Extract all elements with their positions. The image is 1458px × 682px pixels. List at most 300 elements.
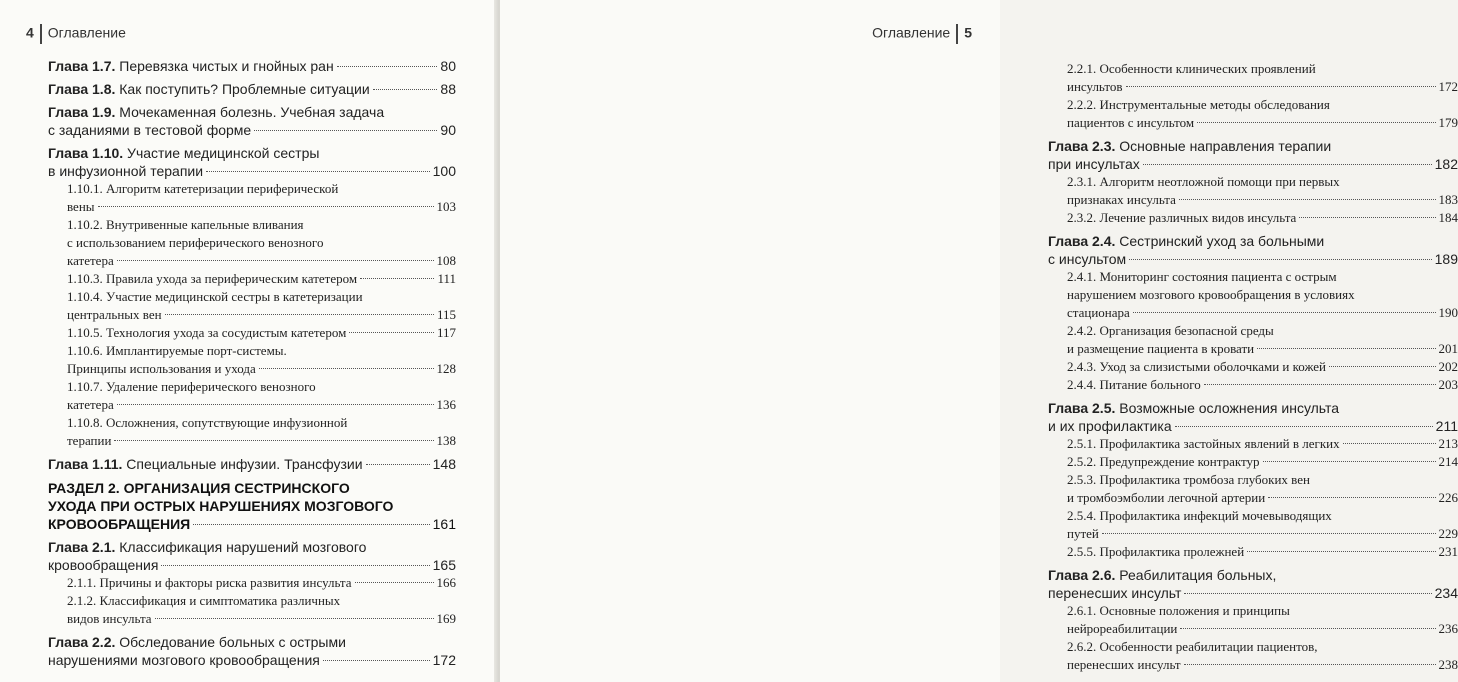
toc-entry-text [1048, 155, 1140, 173]
toc-entry-text [1067, 620, 1177, 638]
toc-entry-sub [1048, 435, 1458, 453]
toc-entry-text [1067, 602, 1290, 620]
toc-entry-text [48, 556, 158, 574]
toc-page-number: 226 [1438, 490, 1458, 505]
toc-entry-text [1067, 453, 1260, 471]
toc-title-text: 1.10.2. Внутривенные капельные вливания [67, 217, 304, 232]
toc-entry-line [1067, 209, 1458, 227]
toc-entry-text [48, 633, 346, 651]
toc-page-number: 161 [432, 516, 456, 532]
toc-entry-line [1048, 250, 1458, 268]
left-page [0, 0, 496, 682]
toc-title-text: 2.4.2. Организация безопасной среды [1067, 323, 1274, 338]
dot-leader [323, 660, 430, 661]
toc-entry-sub [1048, 453, 1458, 471]
toc-entry-text [48, 103, 384, 121]
toc-title-text: вены [67, 199, 95, 214]
toc-entry-sub [1048, 96, 1458, 132]
page-number: 4 [26, 24, 34, 41]
dot-leader [254, 130, 437, 131]
toc-entry-line [1067, 525, 1458, 543]
toc-entry-line [67, 306, 456, 324]
toc-title-text: РАЗДЕЛ 2. ОРГАНИЗАЦИЯ СЕСТРИНСКОГО [48, 480, 350, 496]
toc-page-number: 108 [436, 253, 456, 268]
toc-page-number: 115 [436, 307, 456, 322]
toc-page-number: 100 [432, 163, 456, 179]
toc-title-text: в инфузионной терапии [48, 163, 204, 179]
toc-entry-text [1048, 417, 1172, 435]
toc-entry-line [1067, 322, 1458, 340]
toc-entry-line [1067, 268, 1458, 286]
toc-entry-line [67, 198, 456, 216]
toc-entry-sub [1048, 173, 1458, 209]
toc-entry-text [1048, 566, 1276, 584]
toc-entry-text [1067, 191, 1176, 209]
toc-title-text: 1.10.1. Алгоритм катетеризации периферической [67, 181, 339, 196]
toc-title-text: 2.4.4. Питание больного [1067, 377, 1201, 392]
toc-entry-line [67, 324, 456, 342]
toc-title-text: перенесших инсульт [1067, 657, 1181, 672]
toc-entry-text [1067, 322, 1274, 340]
dot-leader [98, 206, 434, 207]
toc-entry-text [1067, 209, 1296, 227]
toc-title-text: признаках инсульта [1067, 192, 1176, 207]
toc-entry-sub [1048, 507, 1458, 543]
dot-leader [337, 66, 438, 67]
toc-title-text: 2.5.5. Профилактика пролежней [1067, 544, 1245, 559]
right-page [500, 0, 1458, 682]
toc-entry-text [48, 80, 370, 98]
toc-page-number: 111 [437, 271, 456, 286]
toc-entry-text [48, 57, 334, 75]
dot-leader [117, 404, 434, 405]
toc-entry-text [48, 144, 319, 162]
toc-entry-sub [1048, 602, 1458, 638]
toc-page-number: 211 [1435, 418, 1458, 434]
dot-leader [360, 278, 434, 279]
toc-entry-text [67, 396, 114, 414]
toc-title-text: 2.3.1. Алгоритм неотложной помощи при первых [1067, 174, 1340, 189]
toc-entry-text [67, 342, 287, 360]
toc-entry-text [67, 234, 323, 252]
toc-entry-line [1067, 602, 1458, 620]
toc-entry-text [1067, 114, 1194, 132]
dot-leader [1247, 551, 1435, 552]
toc-entry-sub [1048, 322, 1458, 358]
toc-title-text: Мочекаменная болезнь. Учебная задача [119, 104, 385, 120]
toc-entry-chapter [48, 633, 456, 669]
toc-page-number: 138 [436, 433, 456, 448]
toc-title-text: Обследование больных с острыми [119, 634, 346, 650]
toc-title-text: Перевязка чистых и гнойных ран [119, 58, 334, 74]
toc-entry-line [1067, 656, 1458, 674]
toc-entry-line [67, 432, 456, 450]
toc-entry-text [1067, 340, 1254, 358]
toc-page-number: 166 [436, 575, 456, 590]
toc-entry-line [67, 378, 456, 396]
toc-entry-text [48, 497, 393, 515]
toc-entry-line [48, 144, 456, 162]
toc-entry-text [1067, 656, 1181, 674]
toc-title-text: при инсультах [1048, 156, 1140, 172]
page-number: 5 [964, 24, 972, 41]
toc-entry-text [1067, 173, 1340, 191]
toc-title-text: терапии [67, 433, 112, 448]
toc-title-text: 2.6.2. Особенности реабилитации пациентов, [1067, 639, 1318, 654]
toc-entry-chapter [48, 538, 456, 574]
toc-entry-text [1067, 268, 1337, 286]
toc-title-text: 1.10.8. Осложнения, сопутствующие инфузионной [67, 415, 348, 430]
toc-entry-text [67, 414, 347, 432]
toc-entry-sub [48, 270, 456, 288]
toc-page-number: 80 [440, 58, 456, 74]
toc-entry-sub [48, 288, 456, 324]
toc-entry-sub [1048, 638, 1458, 674]
toc-entry-line [48, 57, 456, 75]
toc-page-number: 182 [1434, 156, 1458, 172]
toc-entry-line [1067, 114, 1458, 132]
dot-leader [155, 618, 434, 619]
toc-page-number: 190 [1438, 305, 1458, 320]
toc-entry-text [67, 270, 357, 288]
toc-page-number: 179 [1438, 115, 1458, 130]
toc-entry-sub [48, 574, 456, 592]
toc-entry-line [67, 414, 456, 432]
toc-title-text: 2.6.1. Основные положения и принципы [1067, 603, 1290, 618]
dot-leader [1263, 461, 1436, 462]
chapter-label: Глава 2.2. [48, 634, 116, 650]
toc-entry-line [1048, 232, 1458, 250]
toc-entry-line [1067, 471, 1458, 489]
toc-title-text: нарушениями мозгового кровообращения [48, 652, 320, 668]
toc-title-text: путей [1067, 526, 1099, 541]
toc-title-text: Реабилитация больных, [1119, 567, 1277, 583]
toc-entry-sub [48, 180, 456, 216]
toc-entry-text [1067, 376, 1201, 394]
dot-leader [355, 582, 434, 583]
toc-entry-line [48, 651, 456, 669]
chapter-label: Глава 2.5. [1048, 400, 1116, 416]
toc-entry-line [67, 252, 456, 270]
toc-entry-text [48, 515, 190, 533]
toc-entry-line [67, 592, 456, 610]
toc-entry-sub [1048, 268, 1458, 322]
toc-title-text: 2.4.1. Мониторинг состояния пациента с острым [1067, 269, 1337, 284]
toc-title-text: с заданиями в тестовой форме [48, 122, 252, 138]
toc-title-text: 1.10.3. Правила ухода за периферическим катетером [67, 271, 358, 286]
toc-title-text: и тромбоэмболии легочной артерии [1067, 490, 1266, 505]
toc-page-number: 103 [436, 199, 456, 214]
dot-leader [366, 464, 430, 465]
toc-entry-text [67, 216, 304, 234]
toc-title-text: 2.3.2. Лечение различных видов инсульта [1067, 210, 1297, 225]
dot-leader [1299, 217, 1435, 218]
dot-leader [1133, 312, 1436, 313]
chapter-label: Глава 1.11. [48, 456, 123, 472]
toc-entry-line [48, 103, 456, 121]
toc-entry-chapter [1048, 399, 1458, 435]
toc-entry-text [67, 288, 363, 306]
toc-entry-chapter [48, 455, 456, 473]
toc-entry-text [67, 574, 352, 592]
toc-entry-line [1067, 340, 1458, 358]
toc-entry-line [48, 162, 456, 180]
toc-entry-text [1048, 584, 1181, 602]
toc-entry-text [67, 324, 346, 342]
toc-entry-line [1067, 286, 1458, 304]
chapter-label: Глава 1.10. [48, 145, 124, 161]
toc-entry-sub [1048, 376, 1458, 394]
toc-entry-line [1067, 78, 1458, 96]
dot-leader [1257, 348, 1435, 349]
toc-entry-line [1048, 584, 1458, 602]
dot-leader [1180, 628, 1435, 629]
toc-entry-text [48, 121, 251, 139]
toc-page-number: 169 [436, 611, 456, 626]
toc-entry-sub [1048, 543, 1458, 561]
toc-title-text: Классификация нарушений мозгового [119, 539, 367, 555]
toc-page-number: 172 [432, 652, 456, 668]
toc-entry-line [48, 497, 456, 515]
toc-title-text: нейрореабилитации [1067, 621, 1178, 636]
toc-page-number: 88 [440, 81, 456, 97]
toc-title-text: с использованием периферического венозного [67, 235, 324, 250]
toc-title-text: 1.10.7. Удаление периферического венозного [67, 379, 316, 394]
dot-leader [1184, 664, 1436, 665]
toc-entry-chapter [1048, 232, 1458, 268]
toc-entry-line [67, 574, 456, 592]
dot-leader [1197, 122, 1435, 123]
toc-entry-text [67, 198, 95, 216]
dot-leader [1129, 259, 1431, 260]
toc-title-text: 2.5.4. Профилактика инфекций мочевыводящих [1067, 508, 1332, 523]
toc-entry-text [67, 592, 340, 610]
toc-entry-text [1048, 399, 1339, 417]
toc-entry-sub [48, 324, 456, 342]
toc-page-number: 203 [1438, 377, 1458, 392]
toc-entry-sub [48, 216, 456, 270]
dot-leader [349, 332, 434, 333]
toc-entry-text [67, 180, 338, 198]
toc-entry-line [1067, 543, 1458, 561]
toc-title-text: 2.1.2. Классификация и симптоматика различных [67, 593, 341, 608]
toc-entry-line [1067, 507, 1458, 525]
toc-page-number: 172 [1438, 79, 1458, 94]
toc-title-text: 2.2.2. Инструментальные методы обследования [1067, 97, 1330, 112]
dot-leader [1143, 164, 1432, 165]
toc-title-text: с инсультом [1048, 251, 1127, 267]
dot-leader [1343, 443, 1436, 444]
toc-entry-text [67, 432, 111, 450]
toc-title-text: КРОВООБРАЩЕНИЯ [48, 516, 191, 532]
toc-entry-line [48, 515, 456, 533]
toc-page-number: 201 [1438, 341, 1458, 356]
toc-entry-text [1048, 250, 1126, 268]
toc-entry-text [1067, 471, 1310, 489]
toc-title-text: пациентов с инсультом [1067, 115, 1195, 130]
toc-page-number: 136 [436, 397, 456, 412]
toc-entry-chapter [48, 144, 456, 180]
toc-entry-line [1067, 638, 1458, 656]
toc-entry-text [67, 252, 114, 270]
toc-entry-text [1067, 304, 1130, 322]
toc-title-text: 1.10.4. Участие медицинской сестры в катетеризации [67, 289, 363, 304]
toc-title-text: нарушением мозгового кровообращения в условиях [1067, 287, 1355, 302]
dot-leader [1179, 199, 1436, 200]
toc-title-text: Основные направления терапии [1119, 138, 1332, 154]
toc-entry-text [67, 306, 162, 324]
toc-entry-line [1067, 358, 1458, 376]
toc-entry-text [1067, 358, 1326, 376]
toc-entry-line [1067, 304, 1458, 322]
chapter-label: Глава 2.4. [1048, 233, 1116, 249]
toc-entry-text [67, 378, 316, 396]
dot-leader [193, 524, 429, 525]
toc-entry-line [1048, 399, 1458, 417]
dot-leader [1204, 384, 1436, 385]
dot-leader [117, 260, 434, 261]
toc-entry-line [67, 396, 456, 414]
toc-title-text: 2.5.1. Профилактика застойных явлений в легких [1067, 436, 1340, 451]
dot-leader [1126, 86, 1436, 87]
chapter-label: Глава 2.3. [1048, 138, 1116, 154]
toc-title-text: Специальные инфузии. Трансфузии [126, 456, 363, 472]
toc-entry-line [48, 633, 456, 651]
toc-entry-line [67, 342, 456, 360]
toc-entry-line [67, 360, 456, 378]
toc-entry-sub [48, 342, 456, 378]
toc-entry-sub [1048, 471, 1458, 507]
toc-entry-text [48, 651, 320, 669]
toc-entry-text [67, 610, 152, 628]
toc-title-text: видов инсульта [67, 611, 152, 626]
toc-entry-text [1067, 525, 1099, 543]
toc-entry-line [1067, 376, 1458, 394]
toc-entry-text [1067, 543, 1244, 561]
toc-title-text: Как поступить? Проблемные ситуации [119, 81, 370, 97]
toc-right-column [1048, 60, 1458, 674]
toc-entry-line [48, 121, 456, 139]
toc-entry-line [67, 610, 456, 628]
toc-entry-line [67, 216, 456, 234]
toc-title-text: 2.1.1. Причины и факторы риска развития инсульта [67, 575, 352, 590]
toc-entry-text [1067, 507, 1332, 525]
header-title: Оглавление [47, 24, 126, 41]
toc-title-text: кровообращения [48, 557, 159, 573]
toc-entry-sub [1048, 209, 1458, 227]
toc-entry-text [1067, 489, 1265, 507]
toc-entry-sub [48, 414, 456, 450]
toc-title-text: и размещение пациента в кровати [1067, 341, 1255, 356]
toc-title-text: 2.5.3. Профилактика тромбоза глубоких вен [1067, 472, 1310, 487]
toc-page-number: 202 [1438, 359, 1458, 374]
toc-page-number: 214 [1438, 454, 1458, 469]
toc-title-text: 2.2.1. Особенности клинических проявлений [1067, 61, 1316, 76]
toc-entry-text [1067, 286, 1355, 304]
toc-entry-line [1048, 566, 1458, 584]
toc-entry-chapter [1048, 137, 1458, 173]
toc-entry-chapter [48, 80, 456, 98]
toc-page-number: 184 [1438, 210, 1458, 225]
dot-leader [161, 565, 429, 566]
toc-entry-line [1067, 435, 1458, 453]
toc-entry-line [48, 455, 456, 473]
toc-page-number: 238 [1438, 657, 1458, 672]
toc-page-number: 183 [1438, 192, 1458, 207]
toc-title-text: Сестринский уход за больными [1119, 233, 1325, 249]
toc-title-text: катетера [67, 397, 114, 412]
toc-entry-line [1067, 173, 1458, 191]
toc-entry-line [1067, 453, 1458, 471]
toc-entry-line [67, 288, 456, 306]
toc-entry-text [1048, 137, 1331, 155]
toc-entry-line [1067, 489, 1458, 507]
chapter-label: Глава 1.9. [48, 104, 116, 120]
toc-title-text: Принципы использования и ухода [67, 361, 256, 376]
toc-title-text: катетера [67, 253, 114, 268]
toc-entry-line [1067, 620, 1458, 638]
toc-page-number: 231 [1438, 544, 1458, 559]
toc-entry-sub [48, 378, 456, 414]
header-divider [956, 24, 958, 44]
toc-page-number: 229 [1438, 526, 1458, 541]
toc-title-text: инсультов [1067, 79, 1123, 94]
toc-page-number: 189 [1434, 251, 1458, 267]
toc-page-number: 234 [1434, 585, 1458, 601]
chapter-label: Глава 2.1. [48, 539, 116, 555]
toc-entry-line [1067, 191, 1458, 209]
toc-entry-text [1067, 60, 1316, 78]
toc-entry-line [1048, 417, 1458, 435]
toc-entry-line [48, 556, 456, 574]
dot-leader [259, 368, 434, 369]
toc-entry-text [1067, 96, 1330, 114]
toc-page-number: 213 [1438, 436, 1458, 451]
dot-leader [1184, 593, 1431, 594]
toc-entry-line [48, 538, 456, 556]
toc-entry-line [1067, 96, 1458, 114]
toc-title-text: 2.5.2. Предупреждение контрактур [1067, 454, 1260, 469]
toc-entry-text [1067, 78, 1123, 96]
toc-entry-sub [1048, 358, 1458, 376]
toc-title-text: стационара [1067, 305, 1130, 320]
toc-entry-line [67, 234, 456, 252]
toc-entry-chapter [48, 103, 456, 139]
toc-page-number: 236 [1438, 621, 1458, 636]
toc-entry-sub [48, 592, 456, 628]
header-divider [40, 24, 42, 44]
toc-entry-section [48, 479, 456, 533]
toc-entry-text [1067, 638, 1317, 656]
toc-entry-text [67, 360, 256, 378]
running-header-right [872, 24, 972, 44]
toc-title-text: УХОДА ПРИ ОСТРЫХ НАРУШЕНИЯХ МОЗГОВОГО [48, 498, 394, 514]
chapter-label: Глава 1.7. [48, 58, 116, 74]
dot-leader [1268, 497, 1435, 498]
toc-title-text: Возможные осложнения инсульта [1119, 400, 1340, 416]
dot-leader [1329, 366, 1435, 367]
toc-page-number: 117 [436, 325, 456, 340]
toc-title-text: и их профилактика [1048, 418, 1172, 434]
chapter-label: Глава 2.6. [1048, 567, 1116, 583]
toc-entry-line [1067, 60, 1458, 78]
toc-title-text: 1.10.5. Технология ухода за сосудистым катетером [67, 325, 347, 340]
toc-title-text: 1.10.6. Имплантируемые порт-системы. [67, 343, 287, 358]
toc-entry-line [67, 180, 456, 198]
dot-leader [1175, 426, 1433, 427]
toc-entry-text [48, 538, 366, 556]
toc-title-text: 2.4.3. Уход за слизистыми оболочками и кожей [1067, 359, 1327, 374]
